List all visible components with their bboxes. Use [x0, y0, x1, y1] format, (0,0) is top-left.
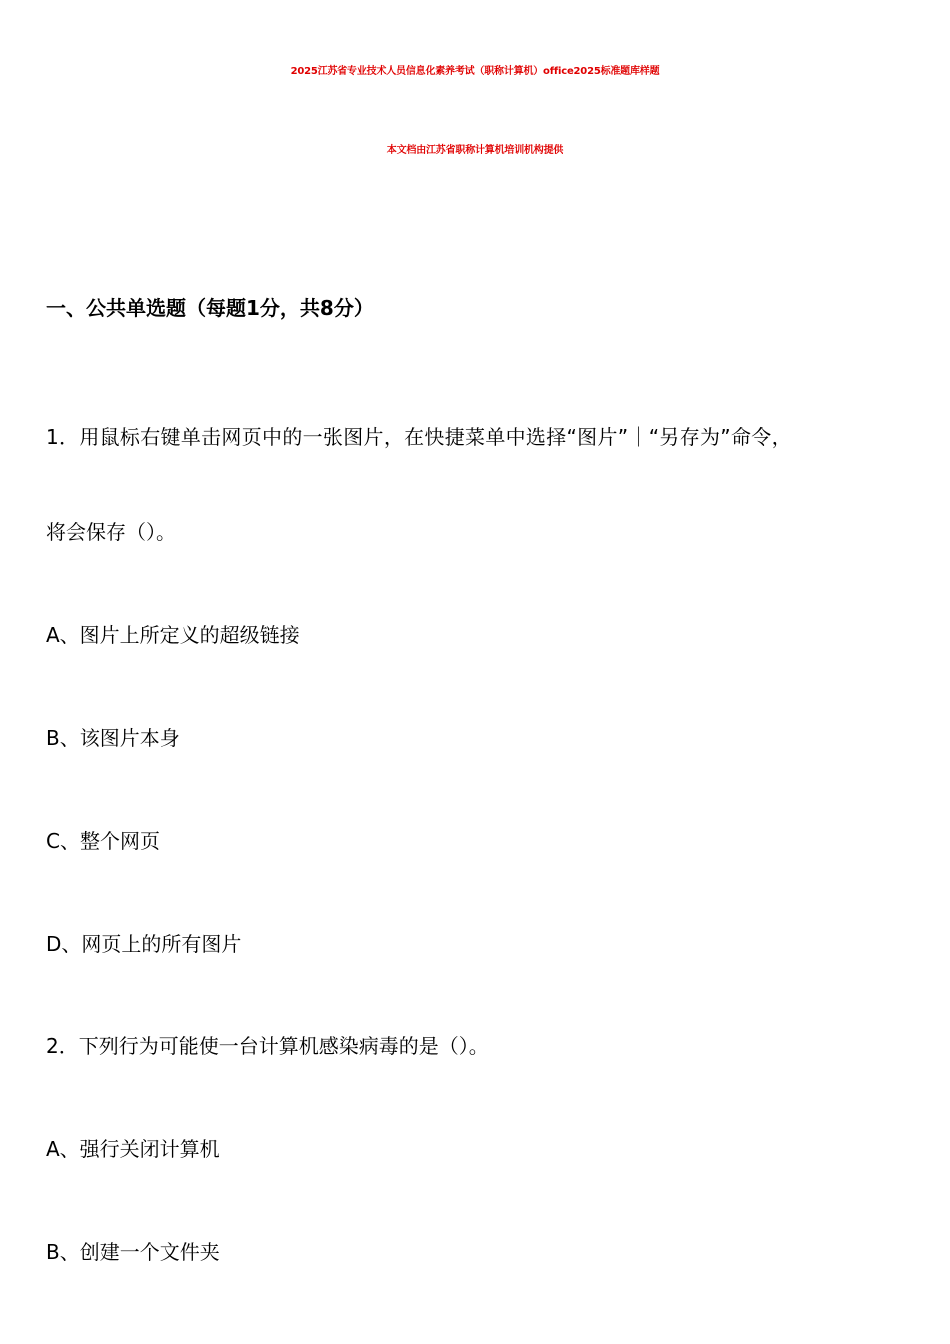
- document-title: 2025江苏省专业技术人员信息化素养考试（职称计算机）office2025标准题库样题: [290, 66, 660, 77]
- question-2-option-a: A、强行关闭计算机: [46, 1137, 220, 1161]
- question-2-text: 2．下列行为可能使一台计算机感染病毒的是（）。: [46, 1034, 489, 1058]
- question-1-text-line-1: 1．用鼠标右键单击网页中的一张图片，在快捷菜单中选择“图片”｜“另存为”命令，: [46, 425, 792, 449]
- question-2-option-b: B、创建一个文件夹: [46, 1240, 220, 1264]
- question-1-text-line-2: 将会保存（）。: [46, 520, 176, 544]
- question-1-option-c: C、整个网页: [46, 829, 160, 853]
- document-subtitle: 本文档由江苏省职称计算机培训机构提供: [386, 145, 564, 156]
- question-1-option-b: B、该图片本身: [46, 726, 180, 750]
- section-heading: 一、公共单选题（每题1分，共8分）: [46, 296, 374, 320]
- question-1-option-a: A、图片上所定义的超级链接: [46, 623, 300, 647]
- question-1-option-d: D、网页上的所有图片: [46, 932, 242, 956]
